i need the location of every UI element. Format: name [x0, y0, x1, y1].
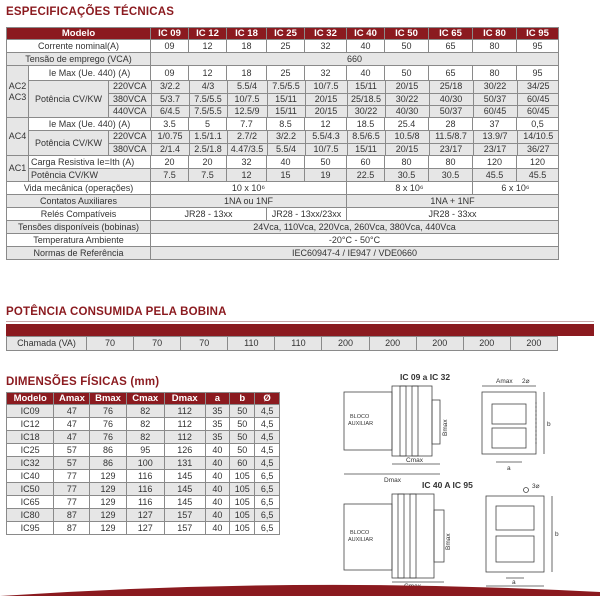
cell: 2.5/1.8	[189, 143, 227, 155]
dim-cell: 40	[205, 522, 230, 535]
chamada-label: Chamada (VA)	[7, 337, 87, 351]
corrente-label: Corrente nominal(A)	[7, 40, 151, 53]
cell: 8.5/6.5	[347, 131, 385, 143]
cell: 25/18.5	[347, 93, 385, 105]
cell: 120	[473, 156, 517, 169]
auxiliar-label-2: AUXILIAR	[348, 537, 374, 543]
tensao-value: 660	[151, 53, 559, 66]
cell: 12	[189, 40, 227, 53]
cell: 45.5	[473, 169, 517, 182]
cell: 12.5/9	[227, 105, 267, 117]
cell: 70	[134, 337, 181, 351]
dim-cell: 35	[205, 431, 230, 444]
cell: 19	[305, 169, 347, 182]
potencia-ac4-label: Potência CV/KW	[29, 131, 109, 156]
dim-cell: 57	[54, 444, 90, 457]
dmax-label: Dmax	[384, 477, 401, 484]
dim-cell: 105	[230, 509, 255, 522]
cell: 80	[429, 156, 473, 169]
cell: 70	[87, 337, 134, 351]
dim-cell: 105	[230, 483, 255, 496]
cell: 45.5	[517, 169, 559, 182]
cell: 18	[227, 66, 267, 81]
ac1-pot-label: Potência CV/KW	[29, 169, 151, 182]
cell: 23/17	[473, 143, 517, 155]
dim-cell: 105	[230, 496, 255, 509]
dim-cell: 127	[126, 509, 164, 522]
dim-header: Dmax	[164, 393, 205, 405]
cell: 110	[228, 337, 275, 351]
b-label: b	[547, 421, 551, 428]
spec-title: ESPECIFICAÇÕES TÉCNICAS	[6, 6, 175, 18]
model-col: IC 95	[517, 28, 559, 40]
dim-cell: 87	[54, 509, 90, 522]
cell: 65	[429, 40, 473, 53]
cell: 25	[267, 66, 305, 81]
cell: 12	[227, 169, 267, 182]
v380-label: 380VCA	[109, 143, 151, 155]
cell: 50	[385, 40, 429, 53]
table-row	[7, 457, 280, 470]
dim-body	[7, 405, 280, 535]
cell: 12	[189, 66, 227, 81]
cell: 32	[227, 156, 267, 169]
cell: 14/10.5	[517, 131, 559, 143]
dim-cell: 129	[90, 496, 126, 509]
cell: 10/7.5	[305, 143, 347, 155]
dim-cell: 82	[126, 418, 164, 431]
ac1-label: AC1	[7, 156, 29, 182]
dim-cell: 145	[164, 470, 205, 483]
cell: 40	[267, 156, 305, 169]
cell: 20/15	[385, 81, 429, 93]
cell: 50/37	[473, 93, 517, 105]
v220-label: 220VCA	[109, 81, 151, 93]
model-col: IC 65	[429, 28, 473, 40]
v380-label: 380VCA	[109, 93, 151, 105]
dim-cell: 77	[54, 470, 90, 483]
cell: 10/7.5	[227, 93, 267, 105]
contatos-value: 1NA + 1NF	[347, 195, 559, 208]
dim-cell: 76	[90, 418, 126, 431]
ac2-label: AC2	[8, 80, 27, 91]
cmax-label: Cmax	[406, 457, 423, 464]
cell: 10.5/8	[385, 131, 429, 143]
dim-cell: 129	[90, 483, 126, 496]
dim-cell: 86	[90, 444, 126, 457]
dim-model-cell: IC65	[7, 496, 54, 509]
cell: 36/27	[517, 143, 559, 155]
reles-value: JR28 - 13xx	[151, 208, 267, 221]
cell: 25.4	[385, 118, 429, 131]
cell: 20/15	[305, 93, 347, 105]
dim-cell: 40	[205, 509, 230, 522]
dim-cell: 157	[164, 509, 205, 522]
model-col: IC 40	[347, 28, 385, 40]
table-row	[7, 522, 280, 535]
reles-value: JR28 - 33xx	[347, 208, 559, 221]
cell: 15/11	[267, 93, 305, 105]
cell: 40	[347, 40, 385, 53]
dim-cell: 4,5	[255, 418, 280, 431]
cell: 2.7/2	[227, 131, 267, 143]
dim-cell: 50	[230, 418, 255, 431]
dim-cell: 77	[54, 496, 90, 509]
cell: 20/15	[385, 143, 429, 155]
cell: 32	[305, 40, 347, 53]
dim-cell: 77	[54, 483, 90, 496]
cell: 7.5	[189, 169, 227, 182]
dim-cell: 47	[54, 431, 90, 444]
cell: 60/45	[473, 105, 517, 117]
v220-label: 220VCA	[109, 131, 151, 143]
dim-cell: 40	[205, 496, 230, 509]
table-row	[7, 496, 280, 509]
cell: 23/17	[429, 143, 473, 155]
temp-label: Temperatura Ambiente	[7, 234, 151, 247]
tensoes-label: Tensões disponíveis (bobinas)	[7, 221, 151, 234]
dim-model-cell: IC50	[7, 483, 54, 496]
contatos-value: 1NA ou 1NF	[151, 195, 347, 208]
v440-label: 440VCA	[109, 105, 151, 117]
dim-cell: 116	[126, 496, 164, 509]
tensoes-value: 24Vca, 110Vca, 220Vca, 260Vca, 380Vca, 440Vca	[151, 221, 559, 234]
ac3-label: AC3	[8, 91, 27, 102]
dim-cell: 6,5	[255, 522, 280, 535]
dim-cell: 57	[54, 457, 90, 470]
cell: 5/3.7	[151, 93, 189, 105]
dim-header: b	[230, 393, 255, 405]
dim-cell: 40	[205, 444, 230, 457]
cell: 8.5	[267, 118, 305, 131]
model-col: IC 32	[305, 28, 347, 40]
cell: 200	[369, 337, 416, 351]
cell: 34/25	[517, 81, 559, 93]
dim-cell: 4,5	[255, 457, 280, 470]
dim-cell: 82	[126, 431, 164, 444]
potencia-table	[6, 336, 558, 351]
amax-label: Amax	[496, 378, 513, 385]
cell: 80	[473, 66, 517, 81]
cell: 50	[385, 66, 429, 81]
ac4-label: AC4	[7, 118, 29, 156]
cell: 30/22	[347, 105, 385, 117]
ac3-voltage-rows	[109, 81, 559, 118]
cell: 25/18	[429, 81, 473, 93]
dim-header: Amax	[54, 393, 90, 405]
dim-cell: 145	[164, 496, 205, 509]
dim-model-cell: IC12	[7, 418, 54, 431]
tensao-label: Tensão de emprego (VCA)	[7, 53, 151, 66]
cell: 200	[510, 337, 557, 351]
dim-cell: 127	[126, 522, 164, 535]
cell: 7.5/5.5	[267, 81, 305, 93]
table-row	[7, 509, 280, 522]
cell: 5.5/4.3	[305, 131, 347, 143]
cell: 4/3	[189, 81, 227, 93]
cell: 60	[347, 156, 385, 169]
reles-label: Relés Compatíveis	[7, 208, 151, 221]
dim-cell: 157	[164, 522, 205, 535]
dim-model-cell: IC80	[7, 509, 54, 522]
dim-cell: 116	[126, 470, 164, 483]
dim-cell: 145	[164, 483, 205, 496]
potencia-title: POTÊNCIA CONSUMIDA PELA BOBINA	[6, 306, 227, 318]
potencia-label: Potência CV/KW	[29, 81, 109, 118]
ie-max-ac4-label: Ie Max (Ue. 440) (A)	[29, 118, 151, 131]
ie-max-label: Ie Max (Ue. 440) (A)	[29, 66, 151, 81]
dim-header: Modelo	[7, 393, 54, 405]
dim-cell: 6,5	[255, 509, 280, 522]
cell: 20/15	[305, 105, 347, 117]
table-row	[7, 431, 280, 444]
cell: 30.5	[385, 169, 429, 182]
cell: 80	[473, 40, 517, 53]
cell: 10/7.5	[305, 81, 347, 93]
dim-cell: 4,5	[255, 431, 280, 444]
bloco-label: BLOCO	[350, 414, 370, 420]
cell: 11.5/8.7	[429, 131, 473, 143]
dim-cell: 76	[90, 405, 126, 418]
dim-cell: 40	[205, 457, 230, 470]
vida-value: 6 x 10⁶	[473, 182, 559, 195]
cell: 1/0.75	[151, 131, 189, 143]
cell: 2/1.4	[151, 143, 189, 155]
vida-value: 10 x 10⁶	[151, 182, 347, 195]
cell: 09	[151, 40, 189, 53]
model-col: IC 18	[227, 28, 267, 40]
cell: 18	[227, 40, 267, 53]
dim-cell: 40	[205, 483, 230, 496]
cell: 40/30	[385, 105, 429, 117]
dim-cell: 50	[230, 405, 255, 418]
dim-cell: 4,5	[255, 405, 280, 418]
cell: 1.5/1.1	[189, 131, 227, 143]
reles-value: JR28 - 13xx/23xx	[267, 208, 347, 221]
model-col: IC 12	[189, 28, 227, 40]
dim-cell: 86	[90, 457, 126, 470]
cell: 12	[305, 118, 347, 131]
cell: 09	[151, 66, 189, 81]
cell: 20	[151, 156, 189, 169]
dim-model-cell: IC25	[7, 444, 54, 457]
cell: 50/37	[429, 105, 473, 117]
cell: 200	[463, 337, 510, 351]
cell: 5.5/4	[227, 81, 267, 93]
cell: 200	[322, 337, 369, 351]
cell: 50	[305, 156, 347, 169]
table-row	[7, 444, 280, 457]
cell: 110	[275, 337, 322, 351]
dim-title: DIMENSÕES FÍSICAS (mm)	[6, 376, 160, 388]
cell: 18.5	[347, 118, 385, 131]
cell: 32	[305, 66, 347, 81]
dim-cell: 87	[54, 522, 90, 535]
normas-value: IEC60947-4 / IE947 / VDE0660	[151, 247, 559, 260]
dim-cell: 60	[230, 457, 255, 470]
dim-model-cell: IC09	[7, 405, 54, 418]
cell: 3/2.2	[151, 81, 189, 93]
table-row	[7, 470, 280, 483]
table-row	[7, 418, 280, 431]
dim-model-cell: IC95	[7, 522, 54, 535]
dim-cell: 35	[205, 418, 230, 431]
dim-cell: 6,5	[255, 483, 280, 496]
dim-header: Bmax	[90, 393, 126, 405]
dim-header: a	[205, 393, 230, 405]
dim-cell: 40	[205, 470, 230, 483]
phi3-label: 3⌀	[532, 483, 540, 490]
vida-label: Vida mecânica (operações)	[7, 182, 151, 195]
dim-model-cell: IC40	[7, 470, 54, 483]
dim-cell: 105	[230, 522, 255, 535]
dim-cell: 105	[230, 470, 255, 483]
dim-cell: 4,5	[255, 444, 280, 457]
model-header: Modelo	[7, 28, 151, 40]
dim-cell: 112	[164, 405, 205, 418]
cell: 7.5	[151, 169, 189, 182]
cell: 15	[267, 169, 305, 182]
model-col: IC 80	[473, 28, 517, 40]
cell: 15/11	[267, 105, 305, 117]
dim-cell: 35	[205, 405, 230, 418]
b-label-2: b	[555, 531, 559, 538]
cell: 15/11	[347, 81, 385, 93]
temp-value: -20°C - 50°C	[151, 234, 559, 247]
cell: 80	[385, 156, 429, 169]
dim-cell: 6,5	[255, 496, 280, 509]
divider	[6, 321, 594, 322]
cell: 3/2.2	[267, 131, 305, 143]
dim-cell: 82	[126, 405, 164, 418]
cell: 70	[181, 337, 228, 351]
cell: 22.5	[347, 169, 385, 182]
dim-cell: 112	[164, 431, 205, 444]
dim-table	[6, 392, 280, 535]
bottom-drawing-title: IC 40 A IC 95	[422, 480, 473, 490]
cell: 40	[347, 66, 385, 81]
cell: 15/11	[347, 143, 385, 155]
dim-cell: 47	[54, 405, 90, 418]
vida-value: 8 x 10⁶	[347, 182, 473, 195]
cell: 200	[416, 337, 463, 351]
bloco-label-2: BLOCO	[350, 530, 370, 536]
cell: 4.47/3.5	[227, 143, 267, 155]
dim-cell: 129	[90, 522, 126, 535]
a-label: a	[507, 465, 511, 472]
cell: 6/4.5	[151, 105, 189, 117]
cell: 7.5/5.5	[189, 93, 227, 105]
cell: 7.7	[227, 118, 267, 131]
ac4-voltage-rows	[109, 131, 559, 156]
ac2-ac3-label	[7, 66, 29, 118]
cell: 3.5	[151, 118, 189, 131]
dim-cell: 112	[164, 418, 205, 431]
cell: 30/22	[385, 93, 429, 105]
cell: 40/30	[429, 93, 473, 105]
dim-cell: 126	[164, 444, 205, 457]
carga-label: Carga Resistiva Ie=Ith (A)	[29, 156, 151, 169]
dim-cell: 129	[90, 470, 126, 483]
dim-cell: 76	[90, 431, 126, 444]
potencia-header-bar	[6, 324, 594, 336]
cell: 7.5/5.5	[189, 105, 227, 117]
cell: 28	[429, 118, 473, 131]
dim-cell: 50	[230, 431, 255, 444]
cell: 30.5	[429, 169, 473, 182]
ac4-sub-table	[109, 131, 559, 155]
dim-model-cell: IC32	[7, 457, 54, 470]
auxiliar-label: AUXILIAR	[348, 421, 374, 427]
dim-cell: 50	[230, 444, 255, 457]
cell: 37	[473, 118, 517, 131]
dim-cell: 100	[126, 457, 164, 470]
cell: 20	[189, 156, 227, 169]
table-row	[7, 483, 280, 496]
ac3-sub-table	[109, 81, 559, 117]
dim-cell: 129	[90, 509, 126, 522]
normas-label: Normas de Referência	[7, 247, 151, 260]
dim-cell: 6,5	[255, 470, 280, 483]
model-col: IC 50	[385, 28, 429, 40]
footer-swoosh	[0, 582, 600, 596]
cell: 95	[517, 40, 559, 53]
model-col: IC 25	[267, 28, 305, 40]
top-drawing-title: IC 09 a IC 32	[400, 372, 451, 382]
dim-model-cell: IC18	[7, 431, 54, 444]
cell: 120	[517, 156, 559, 169]
cell: 60/45	[517, 93, 559, 105]
a-label-2: a	[512, 579, 516, 586]
cell: 60/45	[517, 105, 559, 117]
dim-cell: 95	[126, 444, 164, 457]
cell: 25	[267, 40, 305, 53]
dim-cell: 116	[126, 483, 164, 496]
model-col: IC 09	[151, 28, 189, 40]
spec-table	[6, 27, 559, 260]
dim-cell: 131	[164, 457, 205, 470]
dimension-drawings	[300, 370, 596, 595]
dim-header: Cmax	[126, 393, 164, 405]
cell: 30/22	[473, 81, 517, 93]
cell: 13.9/7	[473, 131, 517, 143]
dim-header: Ø	[255, 393, 280, 405]
cell: 65	[429, 66, 473, 81]
phi2-label: 2⌀	[522, 378, 530, 385]
contatos-label: Contatos Auxiliares	[7, 195, 151, 208]
bmax-label: Bmax	[442, 419, 449, 436]
cell: 5.5/4	[267, 143, 305, 155]
cell: 5	[189, 118, 227, 131]
cell: 95	[517, 66, 559, 81]
table-row	[7, 405, 280, 418]
dim-cell: 47	[54, 418, 90, 431]
cell: 0,5	[517, 118, 559, 131]
bmax-label-2: Bmax	[445, 533, 452, 550]
